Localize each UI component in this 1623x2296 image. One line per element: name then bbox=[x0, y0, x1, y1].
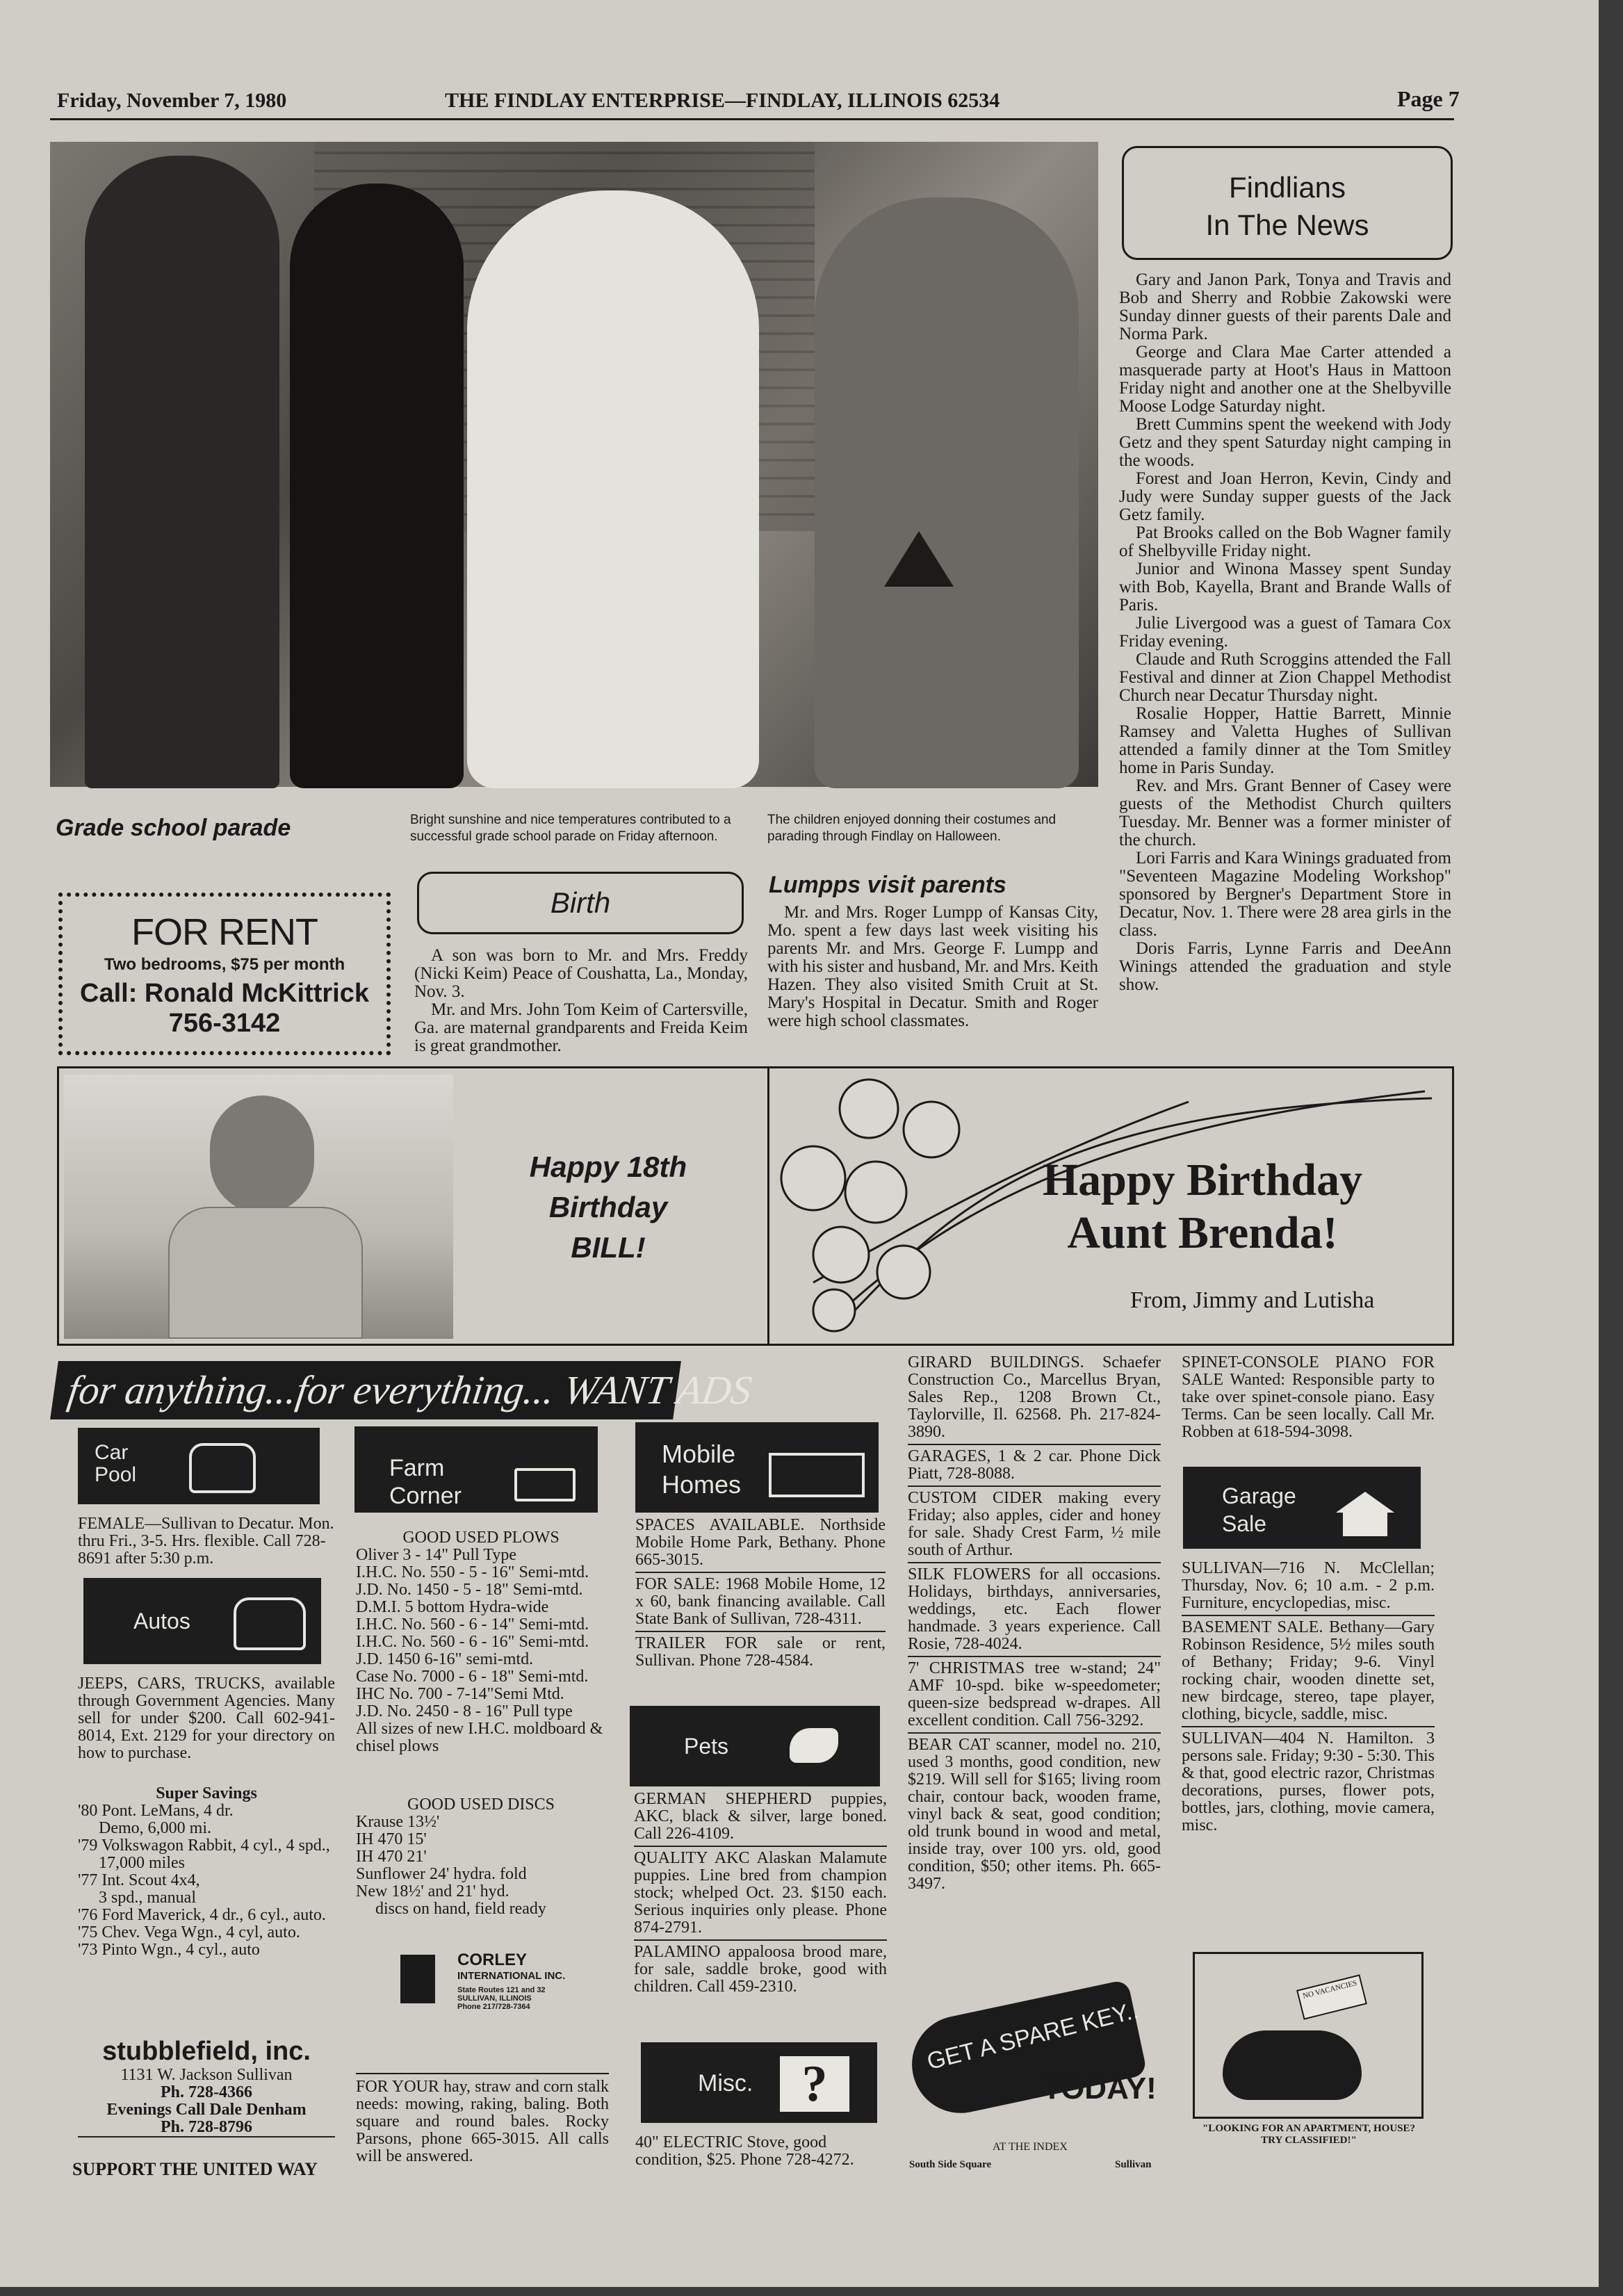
findlians-paragraph: Forest and Joan Herron, Kevin, Cindy and Judy were Sunday supper guests of the Jack Getz family. bbox=[1119, 469, 1451, 524]
bill-head bbox=[210, 1096, 314, 1214]
dealer-phone-2: Ph. 728-8796 bbox=[78, 2119, 335, 2138]
want-ad: QUALITY AKC Alaskan Malamute puppies. Line bred from champion stock; whelped Oct. 23. $150 each. Serious inquiries only please. Phone 874-2791. bbox=[634, 1849, 887, 1937]
want-ad: GIRARD BUILDINGS. Schaefer Construction Co., Marcellus Bryan, Sales Rep., 1208 Brown Ct., Taylorville, Il. 62568. Ph. 217-824-3890. bbox=[908, 1353, 1161, 1441]
piano-ad: SPINET-CONSOLE PIANO FOR SALE Wanted: Responsible party to take over spinet-console piano. Easy Terms. Can be seen locally. Call Mr. Robben at 618-594-3098. bbox=[1182, 1353, 1435, 1441]
super-savings-item: '76 Ford Maverick, 4 dr., 6 cyl., auto. bbox=[78, 1906, 326, 1924]
birthday-ads-divider bbox=[767, 1066, 769, 1346]
key-line-1: GET A SPARE KEY.. bbox=[924, 1996, 1141, 2076]
misc-ads bbox=[635, 2134, 886, 2169]
united-way-note: SUPPORT THE UNITED WAY bbox=[72, 2159, 318, 2179]
super-savings-item: '77 Int. Scout 4x4, bbox=[78, 1871, 200, 1889]
corley-sub: INTERNATIONAL INC. bbox=[457, 1970, 566, 1982]
misc-label: Misc. bbox=[698, 2070, 753, 2096]
car-pool-label: Car Pool bbox=[95, 1441, 137, 1486]
plow-item: Oliver 3 - 14" Pull Type bbox=[356, 1546, 516, 1564]
pumpkin-eye bbox=[884, 531, 954, 587]
ih-logo-icon bbox=[400, 1955, 435, 2003]
corley-ad bbox=[457, 1951, 565, 2011]
dealer-evening: Evenings Call Dale Denham bbox=[106, 2101, 307, 2119]
findlians-paragraph: Gary and Janon Park, Tonya and Travis and Bob and Sherry and Robbie Zakowski were Sunday dinner guests of their parents Dale and Norma Park. bbox=[1119, 270, 1451, 343]
findlians-paragraph: Brett Cummins spent the weekend with Jody Getz and they spent Saturday night camping in the woods. bbox=[1119, 415, 1451, 470]
disc-item: discs on hand, field ready bbox=[375, 1900, 546, 1918]
bill-message bbox=[459, 1147, 758, 1268]
key-line-2: TODAY! bbox=[1043, 2071, 1157, 2106]
autos-ad: JEEPS, CARS, TRUCKS, available through Government Agencies. Many sell for under $200. Call 602-941-8014, Ext. 2129 for your directory on how to purchase. bbox=[78, 1675, 335, 1762]
want-ad: 40" ELECTRIC Stove, good condition, $25. Phone 728-4272. bbox=[635, 2133, 854, 2169]
super-savings-item: Demo, 6,000 mi. bbox=[99, 1819, 211, 1837]
birth-paragraph: A son was born to Mr. and Mrs. Freddy (Nicki Keim) Peace of Coushatta, La., Monday, Nov. 3. bbox=[414, 946, 748, 1001]
want-ad: SPACES AVAILABLE. Northside Mobile Home Park, Bethany. Phone 665-3015. bbox=[635, 1516, 886, 1569]
want-ad: 7' CHRISTMAS tree w-stand; 24" AMF 10-spd. bike w-speedometer; queen-size bedspread w-drapes. All excellent condition. Call 756-3292. bbox=[908, 1659, 1161, 1729]
want-ad: CUSTOM CIDER making every Friday; also apples, cider and honey for sale. Shady Crest Farm, ½ mile south of Arthur. bbox=[908, 1489, 1161, 1559]
lumpps-paragraph: Mr. and Mrs. Roger Lumpp of Kansas City, Mo. spent a few days last week visiting his parents Mr. and Mrs. George F. Lumpp and with his sister and husband, Mr. and Mrs. Keith Hazen. They also visited Smith Cruit at St. Mary's Hospital in Decatur. Smith and Roger were high school classmates. bbox=[767, 903, 1098, 1030]
disc-item: IH 470 15' bbox=[356, 1830, 427, 1848]
pets-label: Pets bbox=[684, 1734, 729, 1759]
birth-title: Birth bbox=[550, 886, 611, 919]
dog-icon bbox=[790, 1728, 838, 1763]
dealer-address: 1131 W. Jackson Sullivan bbox=[120, 2066, 293, 2084]
gorilla-costume bbox=[290, 184, 464, 788]
plows-ad bbox=[356, 1529, 606, 1755]
key-location-2: Sullivan bbox=[1115, 2159, 1152, 2170]
plow-item: Case No. 7000 - 6 - 18" Semi-mtd. bbox=[356, 1668, 589, 1686]
pets-header bbox=[630, 1706, 880, 1786]
whale-icon bbox=[1223, 2030, 1362, 2100]
mobile-homes-ads bbox=[635, 1517, 886, 1670]
key-location-1: South Side Square bbox=[909, 2159, 992, 2170]
findlians-paragraph: Rev. and Mrs. Grant Benner of Casey were guests of the Methodist Church quilters Tuesday. Mr. Benner was a former minister of the church. bbox=[1119, 776, 1451, 849]
plow-item: I.H.C. No. 560 - 6 - 16" Semi-mtd. bbox=[356, 1633, 589, 1651]
findlians-paragraph: Julie Livergood was a guest of Tamara Cox Friday evening. bbox=[1119, 614, 1451, 651]
for-rent-ad bbox=[58, 893, 391, 1055]
findlians-paragraph: George and Clara Mae Carter attended a masquerade party at Hoot's Haus in Mattoon Friday night and another one at the Shelbyville Moose Lodge Saturday night. bbox=[1119, 343, 1451, 416]
lumpps-body bbox=[767, 904, 1098, 1030]
garage-sale-ads bbox=[1182, 1560, 1435, 1834]
garage-sale-label: Garage Sale bbox=[1222, 1483, 1296, 1536]
discs-ad bbox=[356, 1796, 606, 1918]
corley-phone: Phone 217/728-7364 bbox=[457, 2003, 530, 2011]
stubblefield-ad bbox=[78, 2037, 335, 2138]
want-ad: SILK FLOWERS for all occasions. Holidays, birthdays, anniversaries, weddings, etc. Each flower handmade. 3 years experience. Call Rosie, 728-4024. bbox=[908, 1565, 1161, 1653]
disc-item: New 18½' and 21' hyd. bbox=[356, 1882, 509, 1900]
autos-header bbox=[83, 1578, 321, 1664]
parade-caption-2: The children enjoyed donning their costumes and parading through Findlay on Halloween. bbox=[767, 813, 1057, 844]
findlians-paragraph: Lori Farris and Kara Winings graduated from "Seventeen Magazine Modeling Workshop" sponsored by Bergner's Department Store in Decatur, Nov. 1. There were 28 area girls in the class. bbox=[1119, 849, 1451, 940]
findlians-paragraph: Junior and Winona Massey spent Sunday with Bob, Kayella, Brant and Brande Walls of Paris. bbox=[1119, 560, 1451, 614]
for-rent-call: Call: Ronald McKittrick bbox=[80, 979, 369, 1008]
car-pool-header bbox=[78, 1428, 320, 1504]
want-ad: SULLIVAN—404 N. Hamilton. 3 persons sale. Friday; 9:30 - 5:30. This & that, good electric razor, Christmas decorations, purses, flower pots, bottles, jars, clothing, movie camera, misc. bbox=[1182, 1729, 1435, 1834]
header-rule bbox=[50, 118, 1454, 120]
super-savings-item: '75 Chev. Vega Wgn., 4 cyl, auto. bbox=[78, 1923, 300, 1941]
car-pool-ad: FEMALE—Sullivan to Decatur. Mon. thru Fri., 3-5. Hrs. flexible. Call 728-8691 after 5:30 p.m. bbox=[78, 1515, 334, 1568]
plow-item: D.M.I. 5 bottom Hydra-wide bbox=[356, 1598, 549, 1616]
key-at: AT THE INDEX bbox=[993, 2141, 1068, 2153]
disc-item: Sunflower 24' hydra. fold bbox=[356, 1865, 527, 1883]
whale-caption: "LOOKING FOR AN APARTMENT, HOUSE? TRY CLASSIFIED!" bbox=[1202, 2123, 1416, 2146]
plow-item: J.D. No. 1450 - 5 - 18" Semi-mtd. bbox=[356, 1581, 583, 1599]
super-savings-item: '73 Pinto Wgn., 4 cyl., auto bbox=[78, 1941, 260, 1959]
autos-label: Autos bbox=[133, 1609, 190, 1634]
want-ad: SULLIVAN—716 N. McClellan; Thursday, Nov. 6; 10 a.m. - 2 p.m. Furniture, encyclopedias, misc. bbox=[1182, 1559, 1435, 1612]
car-icon bbox=[189, 1443, 256, 1493]
findlians-paragraph: Doris Farris, Lynne Farris and DeeAnn Winings attended the graduation and style show. bbox=[1119, 939, 1451, 994]
for-rent-phone: 756-3142 bbox=[168, 1009, 281, 1038]
child-cape bbox=[85, 156, 279, 788]
whale-sign: NO VACANCIES bbox=[1296, 1974, 1367, 2019]
want-ads-banner-text: for anything...for everything... WANT ADS bbox=[65, 1367, 755, 1412]
want-ad: TRAILER FOR sale or rent, Sullivan. Phone 728-4584. bbox=[635, 1634, 886, 1670]
house-icon bbox=[1343, 1513, 1387, 1536]
for-rent-line: Two bedrooms, $75 per month bbox=[104, 955, 345, 974]
parade-caption-1: Bright sunshine and nice temperatures contributed to a successful grade school parade on Friday afternoon. bbox=[410, 813, 731, 844]
plow-item: All sizes of new I.H.C. moldboard & chisel plows bbox=[356, 1720, 603, 1755]
farm-corner-label: Farm Corner bbox=[389, 1455, 462, 1509]
farm-corner-header bbox=[354, 1426, 598, 1513]
plow-item: J.D. 1450 6-16" semi-mtd. bbox=[356, 1650, 534, 1668]
spare-key-ad bbox=[911, 1988, 1168, 2134]
plow-item: I.H.C. No. 550 - 5 - 16" Semi-mtd. bbox=[356, 1563, 589, 1581]
want-ad: FOR SALE: 1968 Mobile Home, 12 x 60, bank financing available. Call State Bank of Sullivan, 728-4311. bbox=[635, 1575, 886, 1628]
question-mark-icon: ? bbox=[780, 2056, 849, 2112]
birth-body bbox=[414, 947, 748, 1055]
findlians-paragraph: Rosalie Hopper, Hattie Barrett, Minnie Ramsey and Valetta Hughes of Sullivan attended a family dinner at the Tom Smitley home in Paris Sunday. bbox=[1119, 704, 1451, 777]
brenda-line-2: Aunt Brenda! bbox=[1067, 1207, 1338, 1258]
findlians-title-box bbox=[1122, 146, 1453, 260]
corley-name: CORLEY bbox=[457, 1951, 528, 1969]
mobile-home-icon bbox=[769, 1453, 865, 1497]
super-savings-item: 3 spd., manual bbox=[99, 1889, 196, 1907]
col2-separator bbox=[356, 2073, 609, 2074]
masthead: THE FINDLAY ENTERPRISE—FINDLAY, ILLINOIS 62534 bbox=[445, 89, 1000, 112]
page-number: Page 7 bbox=[1397, 86, 1460, 111]
garage-sale-header bbox=[1183, 1467, 1421, 1549]
want-ad: GERMAN SHEPHERD puppies, AKC, black & silver, large boned. Call 226-4109. bbox=[634, 1790, 887, 1843]
bill-line-1: Happy 18th bbox=[529, 1150, 687, 1183]
bill-body bbox=[168, 1207, 363, 1339]
want-ads-banner bbox=[50, 1361, 755, 1419]
mobile-homes-header bbox=[635, 1422, 879, 1513]
parade-caption-title: Grade school parade bbox=[56, 815, 291, 841]
discs-title: GOOD USED DISCS bbox=[407, 1796, 555, 1814]
super-savings-title: Super Savings bbox=[156, 1784, 257, 1802]
misc-header bbox=[641, 2042, 877, 2123]
parade-photo bbox=[50, 142, 1098, 787]
dealer-phone: Ph. 728-4366 bbox=[161, 2083, 252, 2101]
want-ad: GARAGES, 1 & 2 car. Phone Dick Piatt, 728-8088. bbox=[908, 1447, 1161, 1483]
bill-line-2: Birthday bbox=[548, 1191, 668, 1223]
want-ad: BASEMENT SALE. Bethany—Gary Robinson Residence, 5½ miles south of Bethany; Friday; 9-6. Vinyl rocking chair, wooden dinette set, new birdcage, stereo, tape player, clothing, bicycle, saddle, misc. bbox=[1182, 1618, 1435, 1723]
mobile-homes-label: Mobile Homes bbox=[662, 1440, 742, 1499]
corley-addr-1: State Routes 121 and 32 bbox=[457, 1986, 546, 1994]
brenda-from: From, Jimmy and Lutisha bbox=[1130, 1287, 1375, 1313]
plow-item: I.H.C. No. 560 - 6 - 14" Semi-mtd. bbox=[356, 1615, 589, 1634]
pets-ads bbox=[634, 1791, 887, 1996]
disc-item: Krause 13½' bbox=[356, 1813, 440, 1831]
tractor-icon bbox=[514, 1468, 576, 1501]
super-savings-item: '79 Volkswagon Rabbit, 4 cyl., 4 spd., bbox=[78, 1837, 330, 1855]
super-savings-item: 17,000 miles bbox=[99, 1854, 185, 1872]
corley-addr-2: SULLIVAN, ILLINOIS bbox=[457, 1994, 532, 2003]
bill-line-3: BILL! bbox=[571, 1231, 646, 1264]
bill-photo bbox=[64, 1075, 453, 1339]
lumpps-title: Lumpps visit parents bbox=[769, 872, 1006, 898]
findlians-title-1: Findlians bbox=[1228, 171, 1346, 204]
birth-paragraph: Mr. and Mrs. John Tom Keim of Cartersville, Ga. are maternal grandparents and Freida Keim is great grandmother. bbox=[414, 1000, 748, 1055]
col4-ads bbox=[908, 1354, 1161, 1893]
super-savings-item: '80 Pont. LeMans, 4 dr. bbox=[78, 1802, 234, 1820]
want-ad: BEAR CAT scanner, model no. 210, used 3 months, good condition, new $219. Will sell for $165; living room chair, contour back, wooden frame, vinyl back & seat, good condition; old trunk bound in wood and metal, inside tray, over 100 yrs. old, good condition, $50; other items. Ph. 665-3497. bbox=[908, 1736, 1161, 1893]
plows-title: GOOD USED PLOWS bbox=[402, 1529, 560, 1547]
for-rent-title: FOR RENT bbox=[131, 911, 318, 953]
ghost-costume bbox=[467, 190, 759, 788]
brenda-message bbox=[987, 1154, 1418, 1260]
hay-ad: FOR YOUR hay, straw and corn stalk needs: mowing, raking, baling. Both square and round bales. Rocky Parsons, phone 665-3015. All calls will be answered. bbox=[356, 2078, 609, 2165]
findlians-paragraph: Pat Brooks called on the Bob Wagner family of Shelbyville Friday night. bbox=[1119, 523, 1451, 560]
super-savings-ad bbox=[78, 1785, 335, 1959]
house-roof-icon bbox=[1336, 1492, 1394, 1513]
plow-item: J.D. No. 2450 - 8 - 16" Pull type bbox=[356, 1702, 573, 1720]
car-icon bbox=[234, 1597, 306, 1650]
dealer-name: stubblefield, inc. bbox=[102, 2037, 311, 2066]
findlians-body bbox=[1119, 271, 1451, 994]
brenda-line-1: Happy Birthday bbox=[1042, 1155, 1363, 1205]
disc-item: IH 470 21' bbox=[356, 1848, 427, 1866]
issue-date: Friday, November 7, 1980 bbox=[57, 89, 287, 112]
findlians-paragraph: Claude and Ruth Scroggins attended the Fall Festival and dinner at Zion Chappel Methodist Church near Decatur Thursday night. bbox=[1119, 650, 1451, 705]
birth-title-box bbox=[417, 872, 744, 934]
plow-item: IHC No. 700 - 7-14"Semi Mtd. bbox=[356, 1685, 564, 1703]
pumpkin-costume bbox=[815, 197, 1079, 788]
whale-cartoon bbox=[1193, 1952, 1424, 2119]
want-ad: PALAMINO appaloosa brood mare, for sale, saddle broke, good with children. Call 459-2310. bbox=[634, 1943, 887, 1996]
findlians-title-2: In The News bbox=[1205, 209, 1369, 241]
